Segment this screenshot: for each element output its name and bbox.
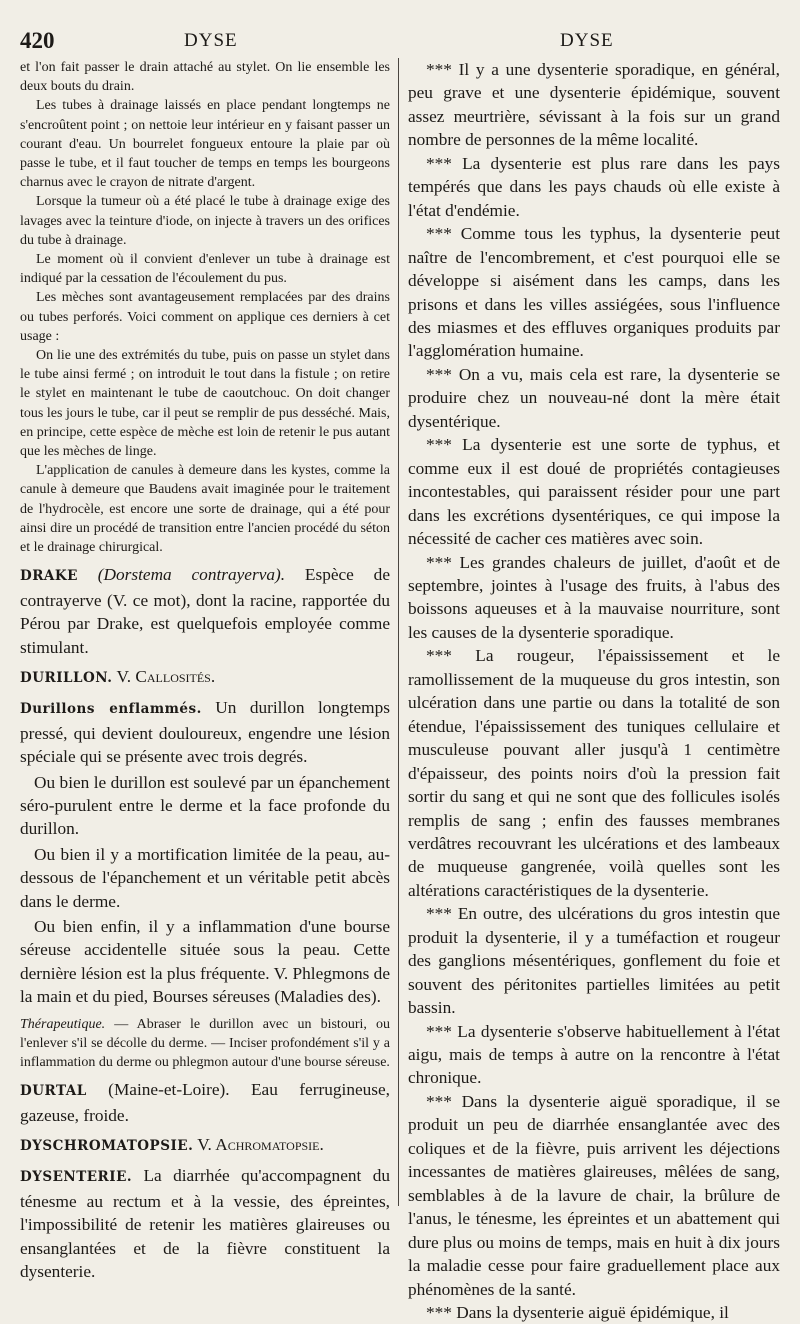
entry-headword: DYSCHROMATOPSIE.: [20, 1138, 194, 1155]
page-number: 420: [20, 28, 55, 53]
paragraph: et l'on fait passer le drain attaché au stylet. On lie ensemble les deux bouts du drain.: [20, 60, 390, 95]
entry-drake: [20, 563, 390, 659]
entry-durillons-enflammes: [20, 696, 390, 768]
entry-text: V. Callosités.: [112, 666, 216, 686]
right-headword: DYSE: [560, 30, 614, 51]
entry-text: (Maine-et-Loire). Eau ferrugineuse, gazeuse, froide.: [20, 1080, 390, 1125]
entry-text: Espèce de contrayerve (V. ce mot), dont la racine, rapportée du Pérou par Drake, est quelquefois employée comme stimulant.: [20, 565, 390, 657]
paragraph: Ou bien il y a mortification limitée de la peau, au-dessous de l'épanchement et un véritable petit abcès dans le derme.: [20, 844, 390, 911]
paragraph: *** La dysenterie est plus rare dans les pays tempérés que dans les pays chauds où elle existe à l'état d'endémie.: [408, 153, 780, 220]
entry-text: Un durillon longtemps pressé, qui devient douloureux, engendre une lésion spéciale qui se présente avec trois degrés.: [20, 698, 390, 767]
entry-headword: DURILLON.: [20, 669, 113, 686]
paragraph: *** En outre, des ulcérations du gros intestin que produit la dysenterie, il y a tuméfaction et rougeur des ganglions mésentériques, gonflement du foie et souvent des péritonites partielles limitées au petit bassin.: [408, 904, 780, 1018]
latin-name: (Dorstema contrayerva).: [97, 565, 286, 585]
therapeutique-section: [20, 1015, 390, 1073]
right-column: [408, 58, 780, 1324]
entry-text: La diarrhée qu'accompagnent du ténesme au rectum et à la vessie, des épreintes, l'impossibilité de retenir les matières glaireuses ou ensanglantées et de la fièvre constituent la dysenterie.: [20, 1166, 390, 1282]
column-rule: [398, 58, 399, 1206]
entry-durillon: [20, 665, 390, 690]
paragraph: On lie une des extrémités du tube, puis on passe un stylet dans le tube ainsi fermé ; on introduit le tout dans la fistule ; on retire le stylet en maintenant le tube de caoutchouc. On doit changer tous les jours le tube, car il peut se remplir de pus desséché. Mais, en principe, cette espèce de mèche est loin de retenir le pus autant que les mèches de linge.: [20, 348, 390, 460]
therapeutique-paragraph: [20, 1015, 390, 1073]
left-column: [20, 58, 390, 1283]
paragraph: L'application de canules à demeure dans les kystes, comme la canule à demeure que Baudens avait imaginée pour le traitement de l'hydrocèle, est encore une sorte de drainage, qui a été pour ainsi dire un procédé de transition entre l'ancien procédé du séton et le drainage chirurgical.: [20, 463, 390, 556]
paragraph: *** La dysenterie est une sorte de typhus, et comme eux il est doué de propriétés contagieuses incontestables, qui paraissent résider pour une part dans les excrétions dysentériques, ce qui impose la nécessité de cacher ces matières avec soin.: [408, 435, 780, 549]
entry-dyschromatopsie: [20, 1133, 390, 1158]
paragraph: *** On a vu, mais cela est rare, la dysenterie se produire chez un nouveau-né dont la mère était dysentérique.: [408, 364, 780, 431]
therapeutique-text: — Abraser le durillon avec un bistouri, ou l'enlever s'il se décolle du derme. — Inciser profondément s'il y a inflammation du derme ou phlegmon autour d'une bourse séreuse.: [20, 1016, 390, 1070]
paragraph: Lorsque la tumeur où a été placé le tube à drainage exige des lavages avec la teinture d'iode, on injecte à travers un des orifices du tube à drainage.: [20, 194, 390, 248]
running-header: [0, 28, 800, 58]
paragraph: Ou bien enfin, il y a inflammation d'une bourse séreuse accidentelle située sous la peau. Cette dernière lésion est la plus fréquente. V. Phlegmons de la main et du pied, Bourses séreuses (Maladies des).: [20, 916, 390, 1007]
therapeutique-label: Thérapeutique.: [20, 1016, 106, 1032]
left-headword: DYSE: [184, 30, 238, 51]
entry-headword: Durillons enflammés.: [20, 701, 202, 718]
paragraph: *** Les grandes chaleurs de juillet, d'août et de septembre, jointes à l'usage des fruits, à l'abus des boissons aqueuses et à la mauvaise nourriture, sont les causes de la dysenterie sporadique.: [408, 552, 780, 642]
entry-dysenterie: [20, 1164, 390, 1283]
paragraph: *** Dans la dysenterie aiguë sporadique, il se produit un peu de diarrhée ensanglantée avec des coliques et de la fièvre, puis arrivent les déjections incessantes de matières glaireuses, mêlées de sang, semblables à de la lavure de chair, la brûlure de l'anus, le ténesme, les épreintes et un abattement qui dure plus ou moins de temps, mais en huit à dix jours la maladie cesse pour faire graduellement place aux phénomènes de la santé.: [408, 1091, 780, 1299]
entries-section-2: [20, 1078, 390, 1283]
paragraph: Le moment où il convient d'enlever un tube à drainage est indiqué par la cessation de l'écoulement du pus.: [20, 252, 390, 287]
entry-headword: DURTAL: [20, 1083, 87, 1100]
entry-durtal: [20, 1078, 390, 1127]
paragraph: *** Comme tous les typhus, la dysenterie peut naître de l'encombrement, et c'est pourquoi elle se développe si aisément dans les camps, dans les prisons et dans les villes assiégées, sous l'influence des miasmes et des effluves organiques produits par l'agglomération humaine.: [408, 224, 780, 361]
paragraph: *** La rougeur, l'épaississement et le ramollissement de la muqueuse du gros intestin, son ulcération dans une partie ou dans la totalité de son étendue, l'épaississement des tuniques cellulaire et musculeuse pouvant aller jusqu'à 1 centimètre d'épaisseur, des points noirs d'où la pression fait sortir du sang et qui ne sont que des follicules isolés remplis de sang ; enfin des fausses membranes verdâtres recouvrant les ulcérations et des lambeaux de muqueuse gangrenée, voilà quelles sont les altérations caractéristiques de la dysenterie.: [408, 646, 780, 900]
paragraph: Les tubes à drainage laissés en place pendant longtemps ne s'encroûtent point ; on nettoie leur intérieur en y faisant passer un courant d'eau. Un bourrelet fongueux entoure la plaie par où passe le tube, et il faut toucher de temps en temps les bourgeons charnus avec le crayon de nitrate d'argent.: [20, 98, 390, 191]
paragraph: Ou bien le durillon est soulevé par un épanchement séro-purulent entre le derme et la face profonde du durillon.: [20, 772, 390, 839]
drain-section: [20, 58, 390, 557]
paragraph: *** La dysenterie s'observe habituellement à l'état aigu, mais de temps à autre on la rencontre à l'état chronique.: [408, 1021, 780, 1088]
paragraph: *** Il y a une dysenterie sporadique, en général, peu grave et une dysenterie épidémique, souvent assez meurtrière, sévissant à la fois sur un grand nombre de personnes de la même localité.: [408, 60, 780, 150]
paragraph: Les mèches sont avantageusement remplacées par des drains ou tubes perforés. Voici comment on applique ces derniers à cet usage :: [20, 290, 390, 344]
entries-section: [20, 563, 390, 1008]
paragraph: *** Dans la dysenterie aiguë épidémique, il: [426, 1303, 729, 1323]
entry-headword: DYSENTERIE.: [20, 1169, 133, 1186]
entry-text: V. Achromatopsie.: [193, 1135, 324, 1155]
entry-headword: DRAKE: [20, 568, 78, 585]
